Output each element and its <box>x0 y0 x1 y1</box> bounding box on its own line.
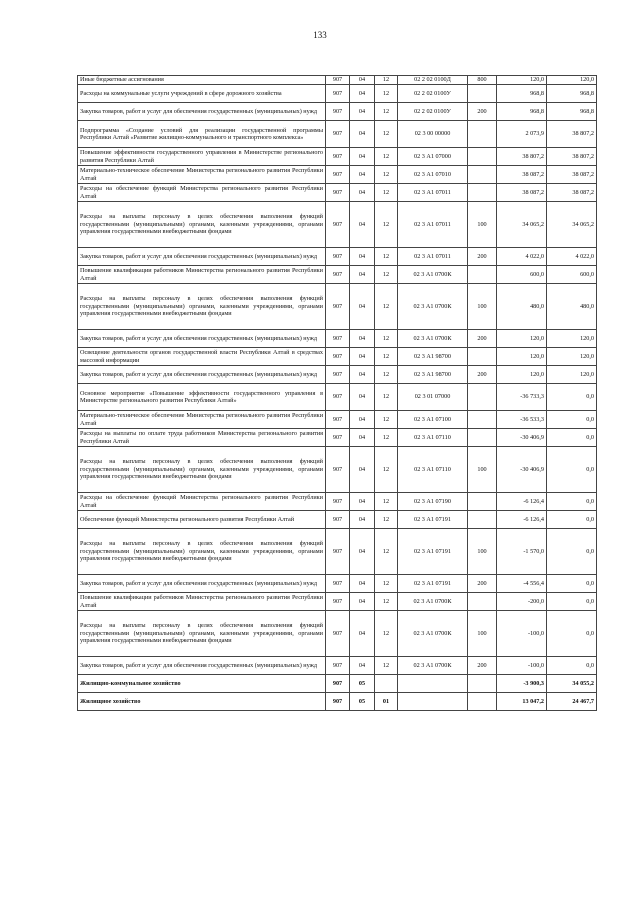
cell-subsection: 12 <box>375 284 398 330</box>
cell-expense-type <box>468 166 497 184</box>
cell-admin-code: 907 <box>326 184 350 202</box>
cell-subsection: 12 <box>375 611 398 657</box>
cell-target-article: 02 3 А1 0700К <box>398 611 468 657</box>
cell-subsection: 12 <box>375 121 398 148</box>
budget-table <box>77 75 597 711</box>
table-row <box>78 148 597 166</box>
cell-amount-total: 120,0 <box>547 348 597 366</box>
cell-admin-code: 907 <box>326 330 350 348</box>
cell-amount-change: 38 087,2 <box>497 184 547 202</box>
table-row <box>78 166 597 184</box>
cell-description: Закупка товаров, работ и услуг для обеспечения государственных (муниципальных) нужд <box>78 330 326 348</box>
cell-section: 04 <box>350 657 375 675</box>
cell-section: 04 <box>350 76 375 85</box>
cell-amount-change: -4 556,4 <box>497 575 547 593</box>
table-row <box>78 529 597 575</box>
cell-section: 04 <box>350 348 375 366</box>
cell-amount-total: 0,0 <box>547 384 597 411</box>
cell-description: Расходы на коммунальные услуги учреждений в сфере дорожного хозяйства <box>78 85 326 103</box>
cell-description: Расходы на выплаты персоналу в целях обеспечения выполнения функций государственными (муниципальными) органами, казенными учреждениями, органами управления государственными внебюджетными фондами <box>78 284 326 330</box>
cell-amount-total: 0,0 <box>547 447 597 493</box>
cell-admin-code: 907 <box>326 493 350 511</box>
cell-admin-code: 907 <box>326 675 350 693</box>
cell-target-article: 02 3 А1 07191 <box>398 511 468 529</box>
cell-amount-change: -100,0 <box>497 657 547 675</box>
cell-amount-change: -6 126,4 <box>497 511 547 529</box>
cell-amount-change: 120,0 <box>497 348 547 366</box>
cell-subsection: 12 <box>375 657 398 675</box>
cell-amount-total: 0,0 <box>547 493 597 511</box>
cell-description: Закупка товаров, работ и услуг для обеспечения государственных (муниципальных) нужд <box>78 248 326 266</box>
cell-subsection: 12 <box>375 575 398 593</box>
cell-admin-code: 907 <box>326 384 350 411</box>
cell-expense-type: 200 <box>468 366 497 384</box>
cell-description: Расходы на выплаты персоналу в целях обеспечения выполнения функций государственными (муниципальными) органами, казенными учреждениями, органами управления государственными внебюджетными фондами <box>78 447 326 493</box>
cell-amount-change: -1 570,0 <box>497 529 547 575</box>
cell-subsection: 12 <box>375 348 398 366</box>
cell-subsection: 12 <box>375 202 398 248</box>
cell-expense-type: 200 <box>468 103 497 121</box>
cell-amount-change: -30 406,9 <box>497 429 547 447</box>
table-row <box>78 76 597 85</box>
cell-section: 04 <box>350 575 375 593</box>
cell-amount-change: 968,8 <box>497 85 547 103</box>
cell-amount-total: 0,0 <box>547 611 597 657</box>
cell-target-article: 02 3 А1 0700К <box>398 284 468 330</box>
cell-description: Повышение квалификации работников Министерства регионального развития Республики Алтай <box>78 593 326 611</box>
cell-expense-type: 800 <box>468 76 497 85</box>
cell-amount-change: 120,0 <box>497 366 547 384</box>
table-row <box>78 511 597 529</box>
cell-section: 04 <box>350 493 375 511</box>
cell-section: 05 <box>350 693 375 711</box>
cell-subsection: 12 <box>375 184 398 202</box>
cell-admin-code: 907 <box>326 429 350 447</box>
cell-subsection: 12 <box>375 511 398 529</box>
cell-admin-code: 907 <box>326 248 350 266</box>
cell-admin-code: 907 <box>326 202 350 248</box>
table-row <box>78 575 597 593</box>
cell-amount-change: -36 533,3 <box>497 411 547 429</box>
cell-subsection: 12 <box>375 248 398 266</box>
cell-expense-type <box>468 593 497 611</box>
cell-expense-type: 200 <box>468 248 497 266</box>
cell-target-article: 02 3 А1 07191 <box>398 529 468 575</box>
cell-expense-type <box>468 493 497 511</box>
cell-admin-code: 907 <box>326 447 350 493</box>
cell-admin-code: 907 <box>326 148 350 166</box>
cell-expense-type <box>468 184 497 202</box>
cell-subsection: 12 <box>375 76 398 85</box>
cell-section: 04 <box>350 366 375 384</box>
cell-target-article: 02 2 02 0100У <box>398 103 468 121</box>
cell-admin-code: 907 <box>326 693 350 711</box>
cell-description: Закупка товаров, работ и услуг для обеспечения государственных (муниципальных) нужд <box>78 657 326 675</box>
cell-subsection: 12 <box>375 411 398 429</box>
cell-subsection: 12 <box>375 593 398 611</box>
cell-admin-code: 907 <box>326 411 350 429</box>
cell-amount-total: 24 467,7 <box>547 693 597 711</box>
cell-description: Жилищное хозяйство <box>78 693 326 711</box>
cell-expense-type <box>468 429 497 447</box>
cell-amount-change: 120,0 <box>497 76 547 85</box>
cell-section: 04 <box>350 121 375 148</box>
cell-amount-change: -3 900,3 <box>497 675 547 693</box>
cell-target-article: 02 3 А1 0700К <box>398 593 468 611</box>
cell-amount-total: 0,0 <box>547 575 597 593</box>
table-row <box>78 284 597 330</box>
cell-target-article: 02 3 А1 07011 <box>398 184 468 202</box>
cell-description: Обеспечение функций Министерства регионального развития Республики Алтай <box>78 511 326 529</box>
table-row <box>78 384 597 411</box>
cell-description: Иные бюджетные ассигнования <box>78 76 326 85</box>
cell-target-article: 02 3 А1 07190 <box>398 493 468 511</box>
table-row <box>78 447 597 493</box>
cell-description: Материально-техническое обеспечение Министерства регионального развития Республики Алтай <box>78 411 326 429</box>
table-row <box>78 411 597 429</box>
cell-subsection: 12 <box>375 447 398 493</box>
cell-target-article: 02 3 А1 98700 <box>398 348 468 366</box>
cell-amount-change: -200,0 <box>497 593 547 611</box>
cell-section: 04 <box>350 248 375 266</box>
cell-amount-change: 120,0 <box>497 330 547 348</box>
table-row <box>78 85 597 103</box>
cell-section: 04 <box>350 529 375 575</box>
cell-expense-type: 100 <box>468 202 497 248</box>
cell-subsection: 12 <box>375 384 398 411</box>
cell-expense-type: 100 <box>468 284 497 330</box>
cell-subsection: 01 <box>375 693 398 711</box>
cell-amount-change: 38 087,2 <box>497 166 547 184</box>
table-row <box>78 184 597 202</box>
cell-target-article: 02 3 А1 0700К <box>398 330 468 348</box>
cell-expense-type <box>468 411 497 429</box>
cell-section: 05 <box>350 675 375 693</box>
cell-target-article: 02 2 02 0100У <box>398 85 468 103</box>
table-row <box>78 330 597 348</box>
cell-admin-code: 907 <box>326 657 350 675</box>
cell-description: Жилищно-коммунальное хозяйство <box>78 675 326 693</box>
cell-subsection: 12 <box>375 429 398 447</box>
table-row <box>78 248 597 266</box>
cell-description: Основное мероприятие «Повышение эффективности государственного управления в Министерстве регионального развития Республики Алтай» <box>78 384 326 411</box>
cell-subsection: 12 <box>375 166 398 184</box>
table-row <box>78 693 597 711</box>
cell-amount-total: 38 807,2 <box>547 121 597 148</box>
table-row <box>78 266 597 284</box>
cell-target-article: 02 3 А1 98700 <box>398 366 468 384</box>
cell-expense-type <box>468 348 497 366</box>
cell-admin-code: 907 <box>326 284 350 330</box>
page-number: 133 <box>313 30 327 40</box>
cell-amount-change: 34 065,2 <box>497 202 547 248</box>
table-row <box>78 593 597 611</box>
cell-amount-total: 38 087,2 <box>547 184 597 202</box>
cell-amount-total: 120,0 <box>547 330 597 348</box>
cell-section: 04 <box>350 511 375 529</box>
cell-section: 04 <box>350 593 375 611</box>
cell-amount-change: -6 126,4 <box>497 493 547 511</box>
cell-amount-change: -100,0 <box>497 611 547 657</box>
cell-description: Материально-техническое обеспечение Министерства регионального развития Республики Алтай <box>78 166 326 184</box>
cell-admin-code: 907 <box>326 76 350 85</box>
cell-admin-code: 907 <box>326 121 350 148</box>
cell-expense-type: 200 <box>468 330 497 348</box>
cell-target-article: 02 3 А1 07110 <box>398 447 468 493</box>
cell-amount-change: -30 406,9 <box>497 447 547 493</box>
table-row <box>78 366 597 384</box>
cell-expense-type: 200 <box>468 657 497 675</box>
cell-target-article: 02 2 02 0100Д <box>398 76 468 85</box>
cell-expense-type <box>468 148 497 166</box>
cell-target-article <box>398 693 468 711</box>
cell-expense-type: 100 <box>468 447 497 493</box>
table-row <box>78 121 597 148</box>
cell-expense-type: 100 <box>468 611 497 657</box>
cell-expense-type <box>468 511 497 529</box>
cell-expense-type <box>468 693 497 711</box>
cell-subsection: 12 <box>375 148 398 166</box>
cell-amount-total: 34 055,2 <box>547 675 597 693</box>
cell-section: 04 <box>350 429 375 447</box>
cell-amount-change: 480,0 <box>497 284 547 330</box>
cell-description: Закупка товаров, работ и услуг для обеспечения государственных (муниципальных) нужд <box>78 366 326 384</box>
cell-admin-code: 907 <box>326 611 350 657</box>
cell-amount-total: 34 065,2 <box>547 202 597 248</box>
cell-amount-total: 968,8 <box>547 85 597 103</box>
cell-section: 04 <box>350 103 375 121</box>
cell-admin-code: 907 <box>326 529 350 575</box>
cell-admin-code: 907 <box>326 85 350 103</box>
cell-amount-total: 4 022,0 <box>547 248 597 266</box>
cell-admin-code: 907 <box>326 166 350 184</box>
cell-admin-code: 907 <box>326 511 350 529</box>
cell-section: 04 <box>350 166 375 184</box>
cell-target-article: 02 3 А1 07011 <box>398 248 468 266</box>
cell-expense-type <box>468 121 497 148</box>
cell-target-article: 02 3 А1 07011 <box>398 202 468 248</box>
table-row <box>78 202 597 248</box>
cell-target-article <box>398 675 468 693</box>
cell-expense-type <box>468 266 497 284</box>
cell-amount-change: 2 073,9 <box>497 121 547 148</box>
table-row <box>78 611 597 657</box>
cell-amount-total: 0,0 <box>547 657 597 675</box>
cell-amount-change: 13 047,2 <box>497 693 547 711</box>
cell-subsection <box>375 675 398 693</box>
cell-amount-total: 38 087,2 <box>547 166 597 184</box>
cell-section: 04 <box>350 85 375 103</box>
cell-amount-total: 600,0 <box>547 266 597 284</box>
cell-description: Расходы на обеспечение функций Министерства регионального развития Республики Алтай <box>78 184 326 202</box>
cell-admin-code: 907 <box>326 348 350 366</box>
cell-subsection: 12 <box>375 85 398 103</box>
cell-section: 04 <box>350 447 375 493</box>
cell-section: 04 <box>350 384 375 411</box>
cell-subsection: 12 <box>375 493 398 511</box>
cell-amount-total: 120,0 <box>547 366 597 384</box>
cell-description: Повышение квалификации работников Министерства регионального развития Республики Алтай <box>78 266 326 284</box>
table-row <box>78 493 597 511</box>
cell-target-article: 02 3 А1 07110 <box>398 429 468 447</box>
cell-description: Расходы на выплаты по оплате труда работников Министерства регионального развития Республики Алтай <box>78 429 326 447</box>
cell-description: Закупка товаров, работ и услуг для обеспечения государственных (муниципальных) нужд <box>78 103 326 121</box>
cell-amount-change: 38 807,2 <box>497 148 547 166</box>
cell-amount-total: 0,0 <box>547 593 597 611</box>
cell-section: 04 <box>350 184 375 202</box>
cell-amount-total: 0,0 <box>547 529 597 575</box>
table-row <box>78 657 597 675</box>
cell-section: 04 <box>350 330 375 348</box>
table-row <box>78 675 597 693</box>
cell-subsection: 12 <box>375 366 398 384</box>
cell-expense-type: 100 <box>468 529 497 575</box>
cell-description: Освещение деятельности органов государственной власти Республики Алтай в средствах массовой информации <box>78 348 326 366</box>
cell-description: Расходы на обеспечение функций Министерства регионального развития Республики Алтай <box>78 493 326 511</box>
table-row <box>78 429 597 447</box>
cell-target-article: 02 3 А1 07100 <box>398 411 468 429</box>
cell-admin-code: 907 <box>326 575 350 593</box>
cell-section: 04 <box>350 266 375 284</box>
cell-description: Закупка товаров, работ и услуг для обеспечения государственных (муниципальных) нужд <box>78 575 326 593</box>
cell-amount-total: 0,0 <box>547 429 597 447</box>
cell-amount-change: 600,0 <box>497 266 547 284</box>
cell-section: 04 <box>350 411 375 429</box>
cell-expense-type <box>468 675 497 693</box>
cell-expense-type: 200 <box>468 575 497 593</box>
cell-target-article: 02 3 00 00000 <box>398 121 468 148</box>
cell-description: Расходы на выплаты персоналу в целях обеспечения выполнения функций государственными (муниципальными) органами, казенными учреждениями, органами управления государственными внебюджетными фондами <box>78 202 326 248</box>
cell-subsection: 12 <box>375 330 398 348</box>
cell-amount-total: 0,0 <box>547 411 597 429</box>
cell-target-article: 02 3 А1 07191 <box>398 575 468 593</box>
cell-description: Расходы на выплаты персоналу в целях обеспечения выполнения функций государственными (муниципальными) органами, казенными учреждениями, органами управления государственными внебюджетными фондами <box>78 529 326 575</box>
table-row <box>78 103 597 121</box>
cell-section: 04 <box>350 148 375 166</box>
cell-target-article: 02 3 01 07000 <box>398 384 468 411</box>
cell-admin-code: 907 <box>326 593 350 611</box>
cell-subsection: 12 <box>375 266 398 284</box>
cell-admin-code: 907 <box>326 103 350 121</box>
cell-description: Расходы на выплаты персоналу в целях обеспечения выполнения функций государственными (муниципальными) органами, казенными учреждениями, органами управления государственными внебюджетными фондами <box>78 611 326 657</box>
cell-description: Подпрограмма «Создание условий для реализации государственной программы Республики Алтай «Развитие жилищно-коммунального и транспортного комплекса» <box>78 121 326 148</box>
cell-subsection: 12 <box>375 103 398 121</box>
cell-amount-total: 0,0 <box>547 511 597 529</box>
cell-section: 04 <box>350 202 375 248</box>
cell-expense-type <box>468 85 497 103</box>
cell-target-article: 02 3 А1 07010 <box>398 166 468 184</box>
cell-subsection: 12 <box>375 529 398 575</box>
cell-amount-total: 968,8 <box>547 103 597 121</box>
cell-target-article: 02 3 А1 0700К <box>398 266 468 284</box>
cell-expense-type <box>468 384 497 411</box>
cell-amount-change: -36 733,3 <box>497 384 547 411</box>
cell-section: 04 <box>350 284 375 330</box>
cell-amount-change: 968,8 <box>497 103 547 121</box>
cell-amount-total: 38 807,2 <box>547 148 597 166</box>
cell-target-article: 02 3 А1 07000 <box>398 148 468 166</box>
cell-admin-code: 907 <box>326 266 350 284</box>
cell-target-article: 02 3 А1 0700К <box>398 657 468 675</box>
cell-admin-code: 907 <box>326 366 350 384</box>
cell-description: Повышение эффективности государственного управления в Министерстве регионального развития Республики Алтай <box>78 148 326 166</box>
cell-section: 04 <box>350 611 375 657</box>
cell-amount-total: 120,0 <box>547 76 597 85</box>
table-row <box>78 348 597 366</box>
cell-amount-total: 480,0 <box>547 284 597 330</box>
cell-amount-change: 4 022,0 <box>497 248 547 266</box>
